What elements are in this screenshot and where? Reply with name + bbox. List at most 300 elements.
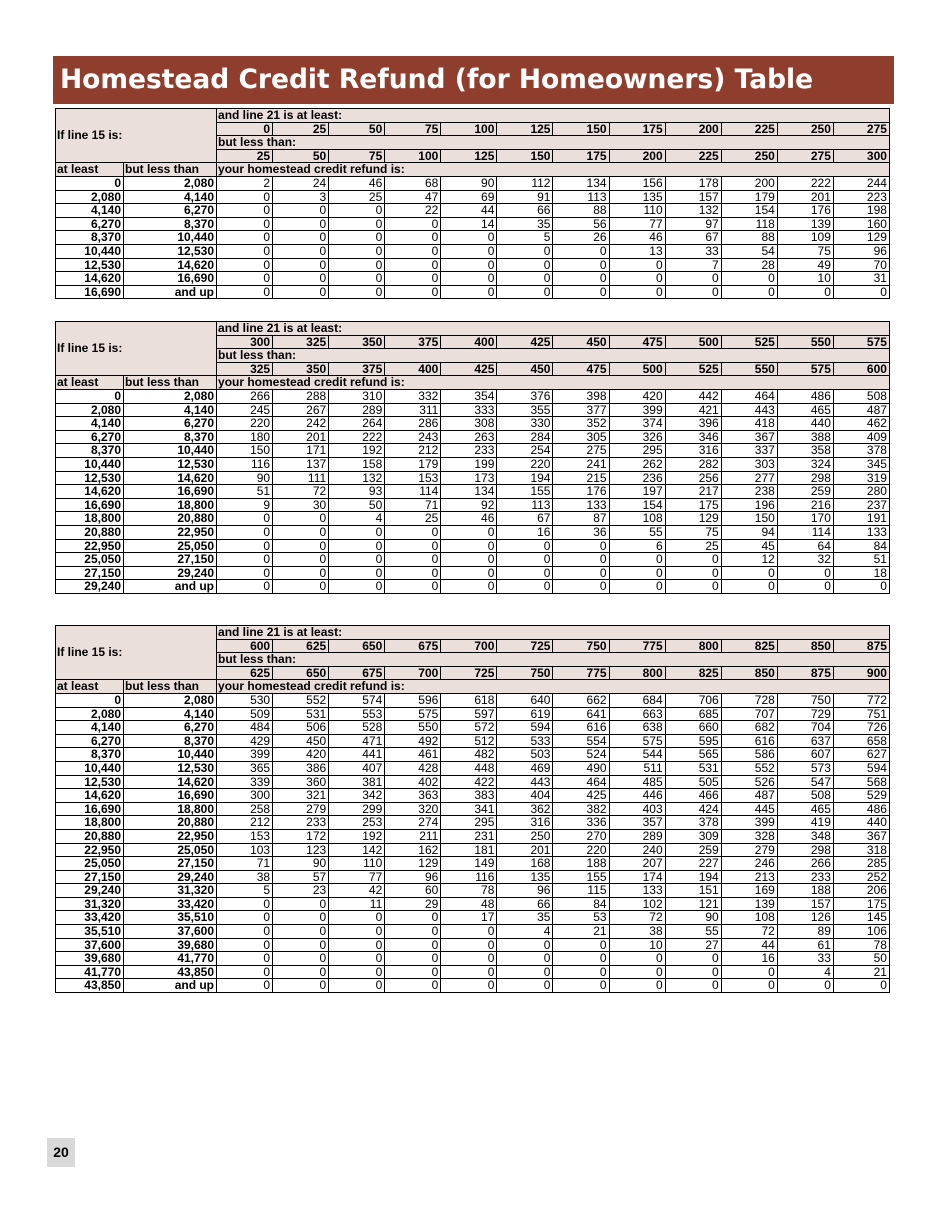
refund-value-cell: 640 <box>497 693 553 707</box>
refund-value-cell: 162 <box>385 843 441 857</box>
refund-value-cell: 421 <box>665 403 721 417</box>
refund-value-cell: 751 <box>833 707 889 721</box>
table-row <box>56 471 890 485</box>
page-number: 20 <box>47 1138 75 1167</box>
line21-max-cell: 300 <box>833 149 889 163</box>
refund-value-cell: 396 <box>665 417 721 431</box>
refund-value-cell: 420 <box>609 389 665 403</box>
refund-value-cell: 0 <box>497 553 553 567</box>
refund-value-cell: 0 <box>553 965 609 979</box>
line21-max-cell: 275 <box>777 149 833 163</box>
refund-value-cell: 96 <box>497 884 553 898</box>
refund-value-cell: 254 <box>497 444 553 458</box>
table-row <box>56 816 890 830</box>
refund-value-cell: 2 <box>217 176 273 190</box>
refund-value-cell: 0 <box>217 231 273 245</box>
if-line15-label: If line 15 is: <box>56 626 217 680</box>
line15-max-cell: 16,690 <box>124 789 217 803</box>
refund-value-cell: 638 <box>609 721 665 735</box>
refund-value-cell: 0 <box>217 897 273 911</box>
refund-value-cell: 0 <box>665 952 721 966</box>
refund-value-cell: 111 <box>273 471 329 485</box>
refund-value-cell: 341 <box>441 802 497 816</box>
refund-value-cell: 0 <box>553 580 609 594</box>
refund-value-cell: 45 <box>721 539 777 553</box>
refund-value-cell: 284 <box>497 430 553 444</box>
refund-value-cell: 357 <box>609 816 665 830</box>
refund-value-cell: 575 <box>609 734 665 748</box>
refund-value-cell: 123 <box>273 843 329 857</box>
refund-value-cell: 469 <box>497 761 553 775</box>
refund-value-cell: 70 <box>833 258 889 272</box>
refund-value-cell: 88 <box>553 204 609 218</box>
refund-value-cell: 196 <box>721 498 777 512</box>
refund-value-cell: 0 <box>385 553 441 567</box>
line21-min-cell: 275 <box>833 122 889 136</box>
refund-value-cell: 38 <box>609 925 665 939</box>
refund-value-cell: 179 <box>721 190 777 204</box>
refund-value-cell: 135 <box>497 870 553 884</box>
refund-value-cell: 300 <box>217 789 273 803</box>
refund-value-cell: 212 <box>217 816 273 830</box>
refund-value-cell: 482 <box>441 748 497 762</box>
table-row <box>56 721 890 735</box>
refund-value-cell: 71 <box>385 498 441 512</box>
refund-value-cell: 64 <box>777 539 833 553</box>
line21-min-cell: 550 <box>777 335 833 349</box>
refund-value-cell: 0 <box>273 285 329 299</box>
refund-value-cell: 0 <box>273 952 329 966</box>
refund-value-cell: 586 <box>721 748 777 762</box>
refund-value-cell: 0 <box>609 553 665 567</box>
refund-table-2 <box>55 321 890 594</box>
line21-max-cell: 175 <box>553 149 609 163</box>
refund-value-cell: 96 <box>833 244 889 258</box>
table-row <box>56 965 890 979</box>
line15-max-cell: 33,420 <box>124 897 217 911</box>
line15-min-cell: 18,800 <box>56 512 124 526</box>
line21-min-cell: 75 <box>385 122 441 136</box>
table-row <box>56 580 890 594</box>
refund-value-cell: 565 <box>665 748 721 762</box>
refund-value-cell: 154 <box>609 498 665 512</box>
line21-max-cell: 400 <box>385 362 441 376</box>
refund-value-cell: 607 <box>777 748 833 762</box>
refund-value-cell: 11 <box>329 897 385 911</box>
refund-value-cell: 726 <box>833 721 889 735</box>
table-row <box>56 539 890 553</box>
line15-min-cell: 6,270 <box>56 430 124 444</box>
line21-max-cell: 850 <box>721 666 777 680</box>
refund-value-cell: 0 <box>441 525 497 539</box>
line21-max-cell: 625 <box>217 666 273 680</box>
table-row <box>56 176 890 190</box>
refund-value-cell: 348 <box>777 829 833 843</box>
refund-value-cell: 0 <box>441 285 497 299</box>
line21-max-cell: 675 <box>329 666 385 680</box>
refund-value-cell: 0 <box>217 539 273 553</box>
if-line15-label: If line 15 is: <box>56 322 217 376</box>
line21-min-cell: 650 <box>329 639 385 653</box>
refund-value-cell: 0 <box>553 244 609 258</box>
refund-value-cell: 222 <box>329 430 385 444</box>
refund-value-cell: 51 <box>217 485 273 499</box>
refund-value-cell: 512 <box>441 734 497 748</box>
refund-value-cell: 358 <box>777 444 833 458</box>
refund-value-cell: 259 <box>665 843 721 857</box>
line15-min-cell: 8,370 <box>56 444 124 458</box>
refund-value-cell: 175 <box>665 498 721 512</box>
refund-value-cell: 402 <box>385 775 441 789</box>
refund-value-cell: 132 <box>329 471 385 485</box>
refund-value-cell: 0 <box>665 979 721 993</box>
refund-value-cell: 91 <box>497 190 553 204</box>
line21-max-cell: 650 <box>273 666 329 680</box>
refund-value-cell: 490 <box>553 761 609 775</box>
refund-value-cell: 33 <box>665 244 721 258</box>
refund-value-cell: 360 <box>273 775 329 789</box>
refund-value-cell: 328 <box>721 829 777 843</box>
refund-value-cell: 176 <box>553 485 609 499</box>
table-row <box>56 258 890 272</box>
refund-value-cell: 13 <box>609 244 665 258</box>
refund-value-cell: 465 <box>777 802 833 816</box>
refund-value-cell: 240 <box>609 843 665 857</box>
refund-value-cell: 201 <box>273 430 329 444</box>
line21-min-cell: 825 <box>721 639 777 653</box>
line15-max-cell: 37,600 <box>124 925 217 939</box>
line21-min-cell: 50 <box>329 122 385 136</box>
line15-min-cell: 39,680 <box>56 952 124 966</box>
line15-min-cell: 16,690 <box>56 802 124 816</box>
at-least-label: at least <box>56 680 124 694</box>
line15-max-cell: 8,370 <box>124 430 217 444</box>
refund-value-cell: 419 <box>777 816 833 830</box>
refund-value-cell: 78 <box>833 938 889 952</box>
line21-less-than-label: but less than: <box>217 136 890 150</box>
refund-value-cell: 0 <box>441 952 497 966</box>
refund-value-cell: 129 <box>833 231 889 245</box>
refund-value-cell: 44 <box>721 938 777 952</box>
line15-min-cell: 14,620 <box>56 789 124 803</box>
refund-value-cell: 216 <box>777 498 833 512</box>
refund-value-cell: 662 <box>553 693 609 707</box>
refund-value-cell: 66 <box>497 897 553 911</box>
refund-value-cell: 324 <box>777 457 833 471</box>
line15-min-cell: 37,600 <box>56 938 124 952</box>
refund-value-cell: 0 <box>665 580 721 594</box>
refund-value-cell: 90 <box>441 176 497 190</box>
refund-value-cell: 367 <box>721 430 777 444</box>
line21-min-cell: 450 <box>553 335 609 349</box>
table-row <box>56 979 890 993</box>
line21-min-cell: 525 <box>721 335 777 349</box>
line21-min-cell: 675 <box>385 639 441 653</box>
line15-min-cell: 4,140 <box>56 417 124 431</box>
refund-value-cell: 238 <box>721 485 777 499</box>
refund-value-cell: 289 <box>609 829 665 843</box>
refund-value-cell: 0 <box>441 258 497 272</box>
line15-min-cell: 12,530 <box>56 775 124 789</box>
table-row <box>56 775 890 789</box>
refund-value-cell: 113 <box>553 190 609 204</box>
refund-value-cell: 0 <box>497 580 553 594</box>
refund-value-cell: 126 <box>777 911 833 925</box>
refund-value-cell: 377 <box>553 403 609 417</box>
line15-max-cell: 22,950 <box>124 525 217 539</box>
refund-value-cell: 0 <box>609 285 665 299</box>
refund-value-cell: 47 <box>385 190 441 204</box>
line15-max-cell: 10,440 <box>124 444 217 458</box>
refund-value-cell: 658 <box>833 734 889 748</box>
line15-min-cell: 2,080 <box>56 190 124 204</box>
line21-min-cell: 725 <box>497 639 553 653</box>
refund-value-cell: 0 <box>385 911 441 925</box>
refund-value-cell: 637 <box>777 734 833 748</box>
refund-value-cell: 378 <box>665 816 721 830</box>
refund-value-cell: 157 <box>665 190 721 204</box>
refund-value-cell: 486 <box>833 802 889 816</box>
refund-value-cell: 596 <box>385 693 441 707</box>
refund-value-cell: 616 <box>721 734 777 748</box>
line15-max-cell: 16,690 <box>124 485 217 499</box>
refund-value-cell: 464 <box>721 389 777 403</box>
line15-min-cell: 33,420 <box>56 911 124 925</box>
refund-value-cell: 0 <box>609 258 665 272</box>
refund-value-cell: 0 <box>217 512 273 526</box>
refund-value-cell: 0 <box>609 272 665 286</box>
refund-value-cell: 595 <box>665 734 721 748</box>
refund-value-cell: 337 <box>721 444 777 458</box>
refund-value-cell: 156 <box>609 176 665 190</box>
refund-value-cell: 0 <box>217 925 273 939</box>
refund-value-cell: 0 <box>553 938 609 952</box>
refund-value-cell: 133 <box>833 525 889 539</box>
line15-max-cell: 31,320 <box>124 884 217 898</box>
refund-value-cell: 69 <box>441 190 497 204</box>
refund-value-cell: 97 <box>665 217 721 231</box>
refund-value-cell: 0 <box>217 525 273 539</box>
refund-value-cell: 289 <box>329 403 385 417</box>
refund-value-cell: 0 <box>217 204 273 218</box>
page-title: Homestead Credit Refund (for Homeowners) Table <box>53 56 894 104</box>
line21-min-cell: 200 <box>665 122 721 136</box>
refund-value-cell: 180 <box>217 430 273 444</box>
refund-value-cell: 0 <box>721 272 777 286</box>
refund-value-cell: 420 <box>273 748 329 762</box>
refund-value-cell: 0 <box>385 965 441 979</box>
refund-value-cell: 531 <box>273 707 329 721</box>
refund-value-cell: 388 <box>777 430 833 444</box>
line15-max-cell: 6,270 <box>124 417 217 431</box>
refund-value-cell: 529 <box>833 789 889 803</box>
line21-min-cell: 400 <box>441 335 497 349</box>
refund-value-cell: 23 <box>273 884 329 898</box>
refund-value-cell: 46 <box>329 176 385 190</box>
refund-value-cell: 57 <box>273 870 329 884</box>
refund-value-cell: 114 <box>385 485 441 499</box>
refund-value-cell: 316 <box>665 444 721 458</box>
refund-value-cell: 46 <box>609 231 665 245</box>
refund-value-cell: 132 <box>665 204 721 218</box>
refund-value-cell: 0 <box>217 938 273 952</box>
refund-value-cell: 35 <box>497 217 553 231</box>
refund-value-cell: 243 <box>385 430 441 444</box>
refund-value-cell: 0 <box>441 925 497 939</box>
refund-value-cell: 0 <box>385 231 441 245</box>
refund-value-cell: 0 <box>273 525 329 539</box>
table-row <box>56 843 890 857</box>
refund-value-cell: 418 <box>721 417 777 431</box>
refund-value-cell: 135 <box>609 190 665 204</box>
line15-max-cell: 4,140 <box>124 707 217 721</box>
refund-value-cell: 0 <box>441 566 497 580</box>
refund-value-cell: 256 <box>665 471 721 485</box>
refund-value-cell: 0 <box>217 952 273 966</box>
line21-max-cell: 550 <box>721 362 777 376</box>
refund-value-cell: 0 <box>217 272 273 286</box>
refund-value-cell: 320 <box>385 802 441 816</box>
header-row <box>56 680 890 694</box>
refund-value-cell: 250 <box>497 829 553 843</box>
refund-value-cell: 0 <box>441 938 497 952</box>
refund-value-cell: 508 <box>833 389 889 403</box>
refund-value-cell: 0 <box>273 272 329 286</box>
refund-value-cell: 0 <box>721 566 777 580</box>
refund-value-cell: 492 <box>385 734 441 748</box>
refund-table-1 <box>55 108 890 299</box>
refund-value-cell: 0 <box>217 911 273 925</box>
line21-min-cell: 350 <box>329 335 385 349</box>
table-row <box>56 272 890 286</box>
refund-value-cell: 220 <box>553 843 609 857</box>
table-row <box>56 884 890 898</box>
line21-less-than-label: but less than: <box>217 349 890 363</box>
refund-value-cell: 78 <box>441 884 497 898</box>
line21-max-cell: 475 <box>553 362 609 376</box>
at-least-label: at least <box>56 376 124 390</box>
refund-value-cell: 346 <box>665 430 721 444</box>
refund-value-cell: 0 <box>665 566 721 580</box>
refund-value-cell: 222 <box>777 176 833 190</box>
line15-max-cell: 2,080 <box>124 176 217 190</box>
refund-value-cell: 336 <box>553 816 609 830</box>
refund-value-cell: 0 <box>497 952 553 966</box>
refund-value-cell: 220 <box>217 417 273 431</box>
refund-value-cell: 0 <box>385 217 441 231</box>
refund-value-cell: 440 <box>833 816 889 830</box>
refund-value-cell: 381 <box>329 775 385 789</box>
line15-max-cell: 22,950 <box>124 829 217 843</box>
refund-value-cell: 87 <box>553 512 609 526</box>
refund-value-cell: 109 <box>777 231 833 245</box>
line15-min-cell: 0 <box>56 389 124 403</box>
refund-value-cell: 728 <box>721 693 777 707</box>
refund-value-cell: 6 <box>609 539 665 553</box>
refund-value-cell: 729 <box>777 707 833 721</box>
refund-value-cell: 446 <box>609 789 665 803</box>
refund-value-cell: 134 <box>441 485 497 499</box>
refund-value-cell: 51 <box>833 553 889 567</box>
line15-max-cell: 10,440 <box>124 231 217 245</box>
refund-value-cell: 160 <box>833 217 889 231</box>
refund-value-cell: 35 <box>497 911 553 925</box>
refund-value-cell: 201 <box>777 190 833 204</box>
refund-value-cell: 0 <box>329 580 385 594</box>
line15-min-cell: 12,530 <box>56 471 124 485</box>
refund-value-cell: 28 <box>721 258 777 272</box>
line15-min-cell: 20,880 <box>56 525 124 539</box>
refund-value-cell: 0 <box>217 190 273 204</box>
line21-min-cell: 700 <box>441 639 497 653</box>
refund-value-cell: 217 <box>665 485 721 499</box>
refund-value-cell: 330 <box>497 417 553 431</box>
refund-value-cell: 0 <box>217 979 273 993</box>
refund-value-cell: 485 <box>609 775 665 789</box>
refund-value-cell: 71 <box>217 857 273 871</box>
refund-value-cell: 443 <box>721 403 777 417</box>
refund-value-cell: 153 <box>217 829 273 843</box>
line21-min-cell: 500 <box>665 335 721 349</box>
refund-value-cell: 188 <box>553 857 609 871</box>
line15-max-cell: 2,080 <box>124 693 217 707</box>
line21-min-cell: 750 <box>553 639 609 653</box>
table-row <box>56 748 890 762</box>
refund-value-cell: 0 <box>441 553 497 567</box>
refund-value-cell: 553 <box>329 707 385 721</box>
refund-value-cell: 153 <box>385 471 441 485</box>
if-line15-label: If line 15 is: <box>56 109 217 163</box>
table-row <box>56 761 890 775</box>
line21-max-cell: 75 <box>329 149 385 163</box>
refund-value-cell: 150 <box>721 512 777 526</box>
refund-value-cell: 0 <box>553 258 609 272</box>
refund-value-cell: 233 <box>273 816 329 830</box>
refund-value-cell: 0 <box>497 258 553 272</box>
refund-value-cell: 574 <box>329 693 385 707</box>
refund-value-cell: 133 <box>609 884 665 898</box>
refund-value-cell: 440 <box>777 417 833 431</box>
line15-max-cell: 29,240 <box>124 566 217 580</box>
refund-value-cell: 220 <box>497 457 553 471</box>
refund-value-cell: 311 <box>385 403 441 417</box>
refund-value-cell: 106 <box>833 925 889 939</box>
line21-max-cell: 575 <box>777 362 833 376</box>
refund-value-cell: 0 <box>385 244 441 258</box>
refund-value-cell: 21 <box>833 965 889 979</box>
line15-min-cell: 0 <box>56 693 124 707</box>
refund-value-cell: 0 <box>497 965 553 979</box>
line15-min-cell: 22,950 <box>56 843 124 857</box>
refund-value-cell: 0 <box>441 965 497 979</box>
line21-max-cell: 200 <box>609 149 665 163</box>
line15-min-cell: 27,150 <box>56 566 124 580</box>
refund-value-cell: 16 <box>497 525 553 539</box>
refund-value-cell: 121 <box>665 897 721 911</box>
refund-value-cell: 0 <box>441 272 497 286</box>
refund-value-cell: 4 <box>497 925 553 939</box>
line21-max-cell: 450 <box>497 362 553 376</box>
refund-value-cell: 0 <box>217 965 273 979</box>
refund-value-cell: 0 <box>721 580 777 594</box>
refund-value-cell: 89 <box>777 925 833 939</box>
refund-value-cell: 407 <box>329 761 385 775</box>
refund-value-cell: 772 <box>833 693 889 707</box>
refund-value-cell: 299 <box>329 802 385 816</box>
refund-value-cell: 526 <box>721 775 777 789</box>
line15-min-cell: 31,320 <box>56 897 124 911</box>
refund-value-cell: 345 <box>833 457 889 471</box>
